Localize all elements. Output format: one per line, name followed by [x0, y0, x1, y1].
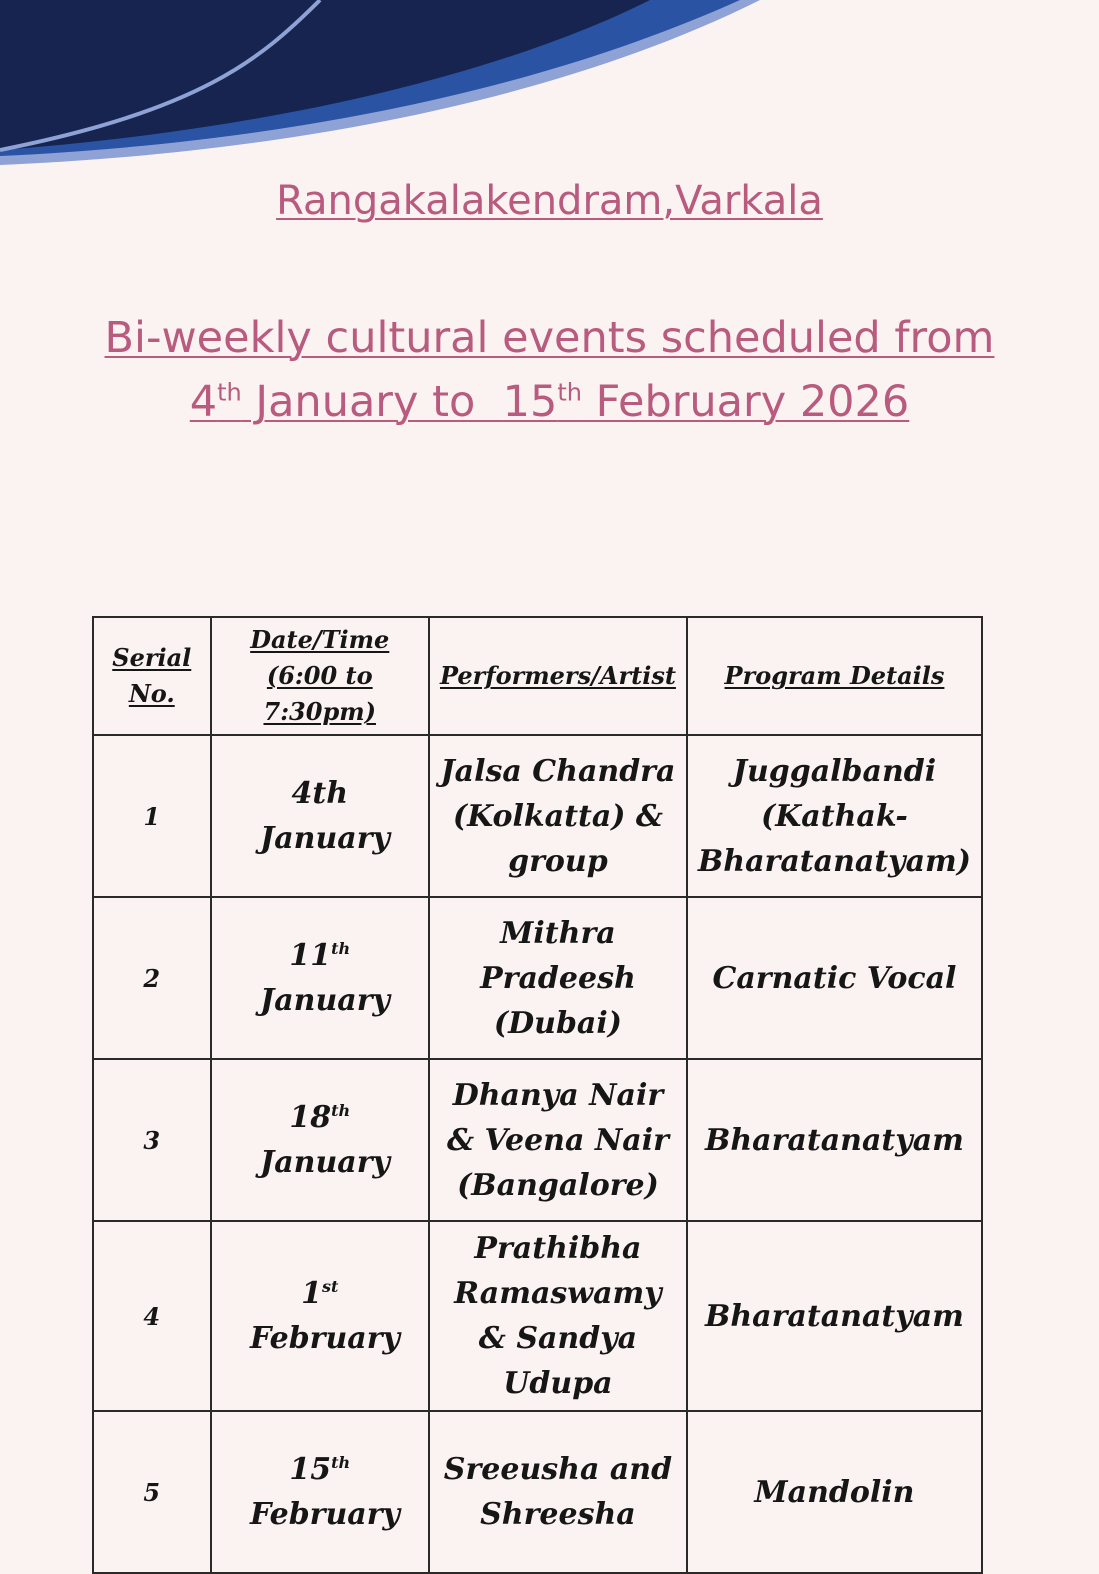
table-row	[93, 1059, 982, 1221]
program-cell: Bharatanatyam	[687, 1059, 982, 1221]
date-month: February	[239, 1497, 400, 1532]
event-subtitle	[0, 306, 1099, 434]
subtitle-start-suffix: th	[217, 378, 242, 407]
performers-cell: Prathibha Ramaswamy & Sandya Udupa	[429, 1221, 687, 1411]
table-row	[93, 897, 982, 1059]
title-block	[0, 178, 1099, 434]
performers-cell: Jalsa Chandra (Kolkatta) & group	[429, 735, 687, 897]
date-day: 18	[289, 1100, 332, 1135]
date-suffix: th	[331, 1101, 351, 1120]
date-cell	[211, 1059, 429, 1221]
date-suffix: th	[331, 939, 351, 958]
header-program: Program Details	[687, 617, 982, 735]
subtitle-end-rest: February 2026	[581, 377, 910, 427]
table-row	[93, 1221, 982, 1411]
subtitle-start-month: January to	[241, 377, 503, 427]
header-performers: Performers/Artist	[429, 617, 687, 735]
date-cell	[211, 1221, 429, 1411]
performers-cell: Mithra Pradeesh (Dubai)	[429, 897, 687, 1059]
header-date	[211, 617, 429, 735]
date-suffix: th	[331, 1453, 351, 1472]
header-serial-line-1: Serial	[112, 643, 192, 672]
date-month: February	[239, 1321, 400, 1356]
serial-cell: 4	[93, 1221, 211, 1411]
schedule-table	[92, 616, 983, 1574]
header-serial-line-2: No.	[128, 679, 175, 708]
date-cell	[211, 735, 429, 897]
date-day: 15	[289, 1452, 332, 1487]
org-title: Rangakalakendram,Varkala	[276, 178, 823, 224]
program-cell: Carnatic Vocal	[687, 897, 982, 1059]
serial-cell: 2	[93, 897, 211, 1059]
table-header-row	[93, 617, 982, 735]
table-row	[93, 735, 982, 897]
header-date-line-2: (6:00 to 7:30pm)	[263, 661, 376, 726]
program-cell: Bharatanatyam	[687, 1221, 982, 1411]
performers-cell: Dhanya Nair & Veena Nair (Bangalore)	[429, 1059, 687, 1221]
date-day: 11	[289, 938, 332, 973]
subtitle-start-day: 4	[189, 377, 218, 427]
table-row	[93, 1411, 982, 1573]
date-cell	[211, 897, 429, 1059]
header-serial	[93, 617, 211, 735]
performers-cell: Sreeusha and Shreesha	[429, 1411, 687, 1573]
header-date-line-1: Date/Time	[250, 625, 390, 654]
serial-cell: 5	[93, 1411, 211, 1573]
program-cell: Juggalbandi (Kathak-Bharatanatyam)	[687, 735, 982, 897]
subtitle-line-1: Bi-weekly cultural events scheduled from	[104, 313, 995, 363]
subtitle-line-2	[0, 370, 1099, 434]
date-month: January	[249, 821, 390, 856]
subtitle-end-day: 15	[502, 377, 558, 427]
serial-cell: 3	[93, 1059, 211, 1221]
date-month: January	[249, 1145, 390, 1180]
serial-cell: 1	[93, 735, 211, 897]
date-month: January	[249, 983, 390, 1018]
header-swoosh-graphic	[0, 0, 1099, 170]
program-cell: Mandolin	[687, 1411, 982, 1573]
date-cell	[211, 1411, 429, 1573]
subtitle-end-suffix: th	[557, 378, 582, 407]
date-day: 4th	[291, 776, 349, 811]
date-suffix: st	[321, 1277, 339, 1296]
date-day: 1	[301, 1276, 322, 1311]
